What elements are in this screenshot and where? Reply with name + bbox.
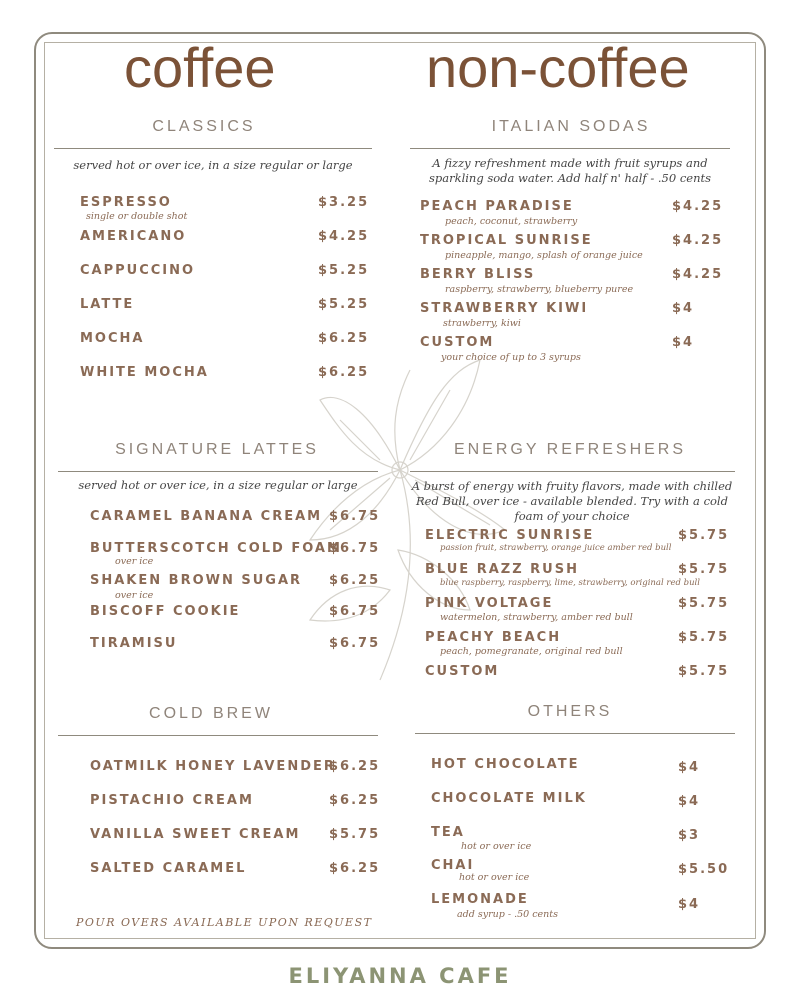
energy-refreshers-title: ENERGY REFRESHERS — [453, 441, 687, 458]
others-item-name: HOT CHOCOLATE — [431, 757, 580, 772]
energy-refreshers-item-price: $5.75 — [678, 528, 730, 543]
cold-brew-item-name: VANILLA SWEET CREAM — [90, 827, 301, 842]
italian-sodas-item-name: PEACH PARADISE — [420, 199, 574, 214]
energy-refreshers-item-name: ELECTRIC SUNRISE — [425, 528, 595, 543]
italian-sodas-item-name: TROPICAL SUNRISE — [420, 233, 593, 248]
non-coffee-title: non-coffee — [426, 36, 690, 99]
energy-refreshers-item-name: PEACHY BEACH — [425, 630, 562, 645]
energy-refreshers-item-note: blue raspberry, raspberry, lime, strawberry, original red bull — [440, 578, 700, 588]
others-title: OTHERS — [527, 703, 613, 720]
italian-sodas-description: A fizzy refreshment made with fruit syrups and sparkling soda water. Add half n' half - .50 cents — [428, 156, 711, 185]
energy-refreshers-item-price: $5.75 — [678, 596, 730, 611]
energy-refreshers-item-name: BLUE RAZZ RUSH — [425, 562, 579, 577]
energy-refreshers-item-note: passion fruit, strawberry, orange juice amber red bull — [440, 543, 672, 553]
cold-brew-item-price: $6.25 — [329, 793, 381, 808]
energy-refreshers-item-price: $5.75 — [678, 664, 730, 679]
energy-refreshers-item-price: $5.75 — [678, 562, 730, 577]
others-item-note: hot or over ice — [461, 841, 532, 852]
others-item-name: TEA — [431, 825, 465, 840]
italian-sodas-item-note: peach, coconut, strawberry — [445, 216, 578, 227]
others-item-price: $4 — [678, 760, 701, 775]
cold-brew-item-name: SALTED CARAMEL — [90, 861, 247, 876]
energy-refreshers-item-note: watermelon, strawberry, amber red bull — [440, 612, 633, 623]
others-item-price: $3 — [678, 828, 701, 843]
signature-lattes-divider — [58, 471, 378, 472]
italian-sodas-item-name: STRAWBERRY KIWI — [420, 301, 589, 316]
italian-sodas-item-note: your choice of up to 3 syrups — [441, 352, 581, 363]
italian-sodas-item-note: pineapple, mango, splash of orange juice — [445, 250, 643, 261]
others-item-note: add syrup - .50 cents — [457, 909, 558, 920]
cafe-name: ELIYANNA CAFE — [288, 964, 512, 988]
cold-brew-item-price: $6.25 — [329, 861, 381, 876]
italian-sodas-item-price: $4.25 — [672, 199, 724, 214]
classics-item-price: $4.25 — [318, 229, 370, 244]
energy-refreshers-item-note: peach, pomegranate, original red bull — [440, 646, 623, 657]
others-divider — [415, 733, 735, 734]
classics-item-price: $3.25 — [318, 195, 370, 210]
signature-lattes-item-note: over ice — [115, 556, 154, 567]
classics-item-name: CAPPUCCINO — [80, 263, 196, 278]
energy-refreshers-item-price: $5.75 — [678, 630, 730, 645]
signature-lattes-description: served hot or over ice, in a size regular or large — [78, 478, 358, 492]
signature-lattes-title: SIGNATURE LATTES — [115, 441, 319, 458]
italian-sodas-item-price: $4.25 — [672, 233, 724, 248]
cold-brew-divider — [58, 735, 378, 736]
classics-item-name: WHITE MOCHA — [80, 365, 209, 380]
cold-brew-item-price: $6.25 — [329, 759, 381, 774]
others-item-price: $5.50 — [678, 862, 730, 877]
signature-lattes-item-price: $6.25 — [329, 573, 381, 588]
signature-lattes-item-price: $6.75 — [329, 636, 381, 651]
italian-sodas-divider — [410, 148, 730, 149]
signature-lattes-item-name: BUTTERSCOTCH COLD FOAM — [90, 541, 342, 556]
others-item-price: $4 — [678, 897, 701, 912]
italian-sodas-item-name: BERRY BLISS — [420, 267, 536, 282]
others-item-name: LEMONADE — [431, 892, 529, 907]
coffee-title: coffee — [124, 36, 276, 99]
others-item-note: hot or over ice — [459, 872, 530, 883]
signature-lattes-item-name: TIRAMISU — [90, 636, 178, 651]
signature-lattes-item-price: $6.75 — [329, 509, 381, 524]
classics-item-name: MOCHA — [80, 331, 145, 346]
pour-overs-note: POUR OVERS AVAILABLE UPON REQUEST — [76, 916, 373, 929]
classics-item-name: LATTE — [80, 297, 135, 312]
cold-brew-item-name: OATMILK HONEY LAVENDER — [90, 759, 336, 774]
italian-sodas-title: ITALIAN SODAS — [491, 118, 651, 135]
signature-lattes-item-price: $6.75 — [329, 541, 381, 556]
others-item-name: CHOCOLATE MILK — [431, 791, 587, 806]
cold-brew-item-name: PISTACHIO CREAM — [90, 793, 254, 808]
classics-item-price: $6.25 — [318, 331, 370, 346]
italian-sodas-item-price: $4 — [672, 335, 695, 350]
classics-item-name: AMERICANO — [80, 229, 187, 244]
classics-item-price: $6.25 — [318, 365, 370, 380]
energy-refreshers-divider — [410, 471, 735, 472]
signature-lattes-item-note: over ice — [115, 590, 154, 601]
classics-title: CLASSICS — [152, 118, 256, 135]
classics-item-note: single or double shot — [86, 211, 188, 222]
cold-brew-title: COLD BREW — [149, 705, 273, 722]
italian-sodas-item-price: $4 — [672, 301, 695, 316]
classics-divider — [54, 148, 372, 149]
classics-item-name: ESPRESSO — [80, 195, 172, 210]
energy-refreshers-item-name: PINK VOLTAGE — [425, 596, 554, 611]
signature-lattes-item-name: BISCOFF COOKIE — [90, 604, 241, 619]
classics-description: served hot or over ice, in a size regular or large — [73, 158, 353, 172]
others-item-name: CHAI — [431, 858, 475, 873]
classics-item-price: $5.25 — [318, 297, 370, 312]
signature-lattes-item-name: CARAMEL BANANA CREAM — [90, 509, 323, 524]
classics-item-price: $5.25 — [318, 263, 370, 278]
italian-sodas-item-note: raspberry, strawberry, blueberry puree — [445, 284, 634, 295]
italian-sodas-item-name: CUSTOM — [420, 335, 495, 350]
others-item-price: $4 — [678, 794, 701, 809]
signature-lattes-item-name: SHAKEN BROWN SUGAR — [90, 573, 303, 588]
italian-sodas-item-note: strawberry, kiwi — [443, 318, 521, 329]
energy-refreshers-item-name: CUSTOM — [425, 664, 500, 679]
cold-brew-item-price: $5.75 — [329, 827, 381, 842]
signature-lattes-item-price: $6.75 — [329, 604, 381, 619]
energy-refreshers-description: A burst of energy with fruity flavors, made with chilled Red Bull, over ice - available blended. Try with a cold foam of your choice — [411, 479, 733, 523]
italian-sodas-item-price: $4.25 — [672, 267, 724, 282]
